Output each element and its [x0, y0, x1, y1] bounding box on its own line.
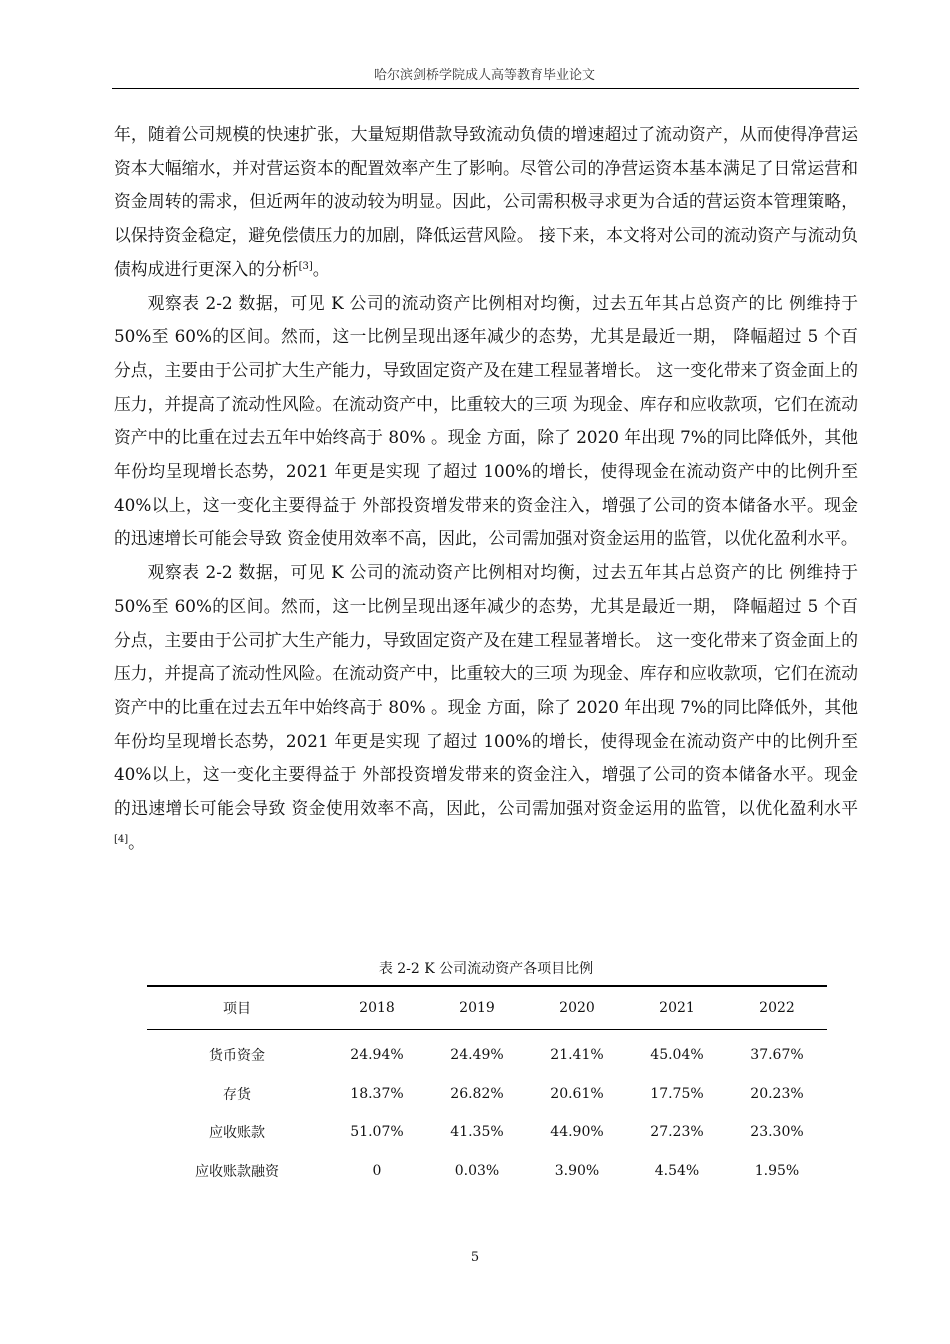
table-cell: 17.75%: [650, 1085, 704, 1102]
header-cell-year: 2019: [459, 1000, 495, 1016]
table-cell: 21.41%: [550, 1047, 604, 1064]
table-cell: 37.67%: [750, 1047, 804, 1064]
paragraph-text: 观察表 2-2 数据，可见 K 公司的流动资产比例相对均衡，过去五年其占总资产的比 例维持于 50%至 60%的区间。然而，这一比例呈现出逐年减少的态势，尤其是最近一期， 降幅超过 5 个百分点，主要由于公司扩大生产能力，导致固定资产及在建工程显著增长。 这一变化带来了资金面上的压力，并提高了流动性风险。在流动资产中，比重较大的三项 为现金、库存和应收款项，它们在流动资产中的比重在过去五年中始终高于 80% 。现金 方面，除了 2020 年出现 7%的同比降低外，其他年份均呈现增长态势，2021 年更是实现 了超过 100%的增长，使得现金在流动资产中的比例升至 40%以上，这一变化主要得益于 外部投资增发带来的资金注入，增强了公司的资本储备水平。现金的迅速增长可能会导致 资金使用效率不高，因此，公司需加强对资金运用的监管，以优化盈利水平。: [114, 292, 858, 549]
table-cell: 0.03%: [454, 1162, 500, 1179]
header-cell-year: 2021: [659, 1000, 695, 1016]
page-header: 哈尔滨剑桥学院成人高等教育毕业论文: [373, 68, 595, 83]
table-cell: 4.54%: [654, 1162, 700, 1179]
table-cell: 3.90%: [554, 1162, 600, 1179]
table-cell: 0: [372, 1162, 382, 1179]
header-divider: [112, 88, 859, 89]
table-cell: 20.61%: [550, 1085, 604, 1102]
table-cell: 41.35%: [450, 1124, 504, 1141]
paragraph-table-analysis: [114, 287, 858, 557]
paragraph-table-analysis-repeat: [114, 556, 858, 859]
table-row: [147, 1030, 827, 1075]
table-row: [147, 1075, 827, 1114]
table-cell: 51.07%: [350, 1124, 404, 1141]
header-cell-year: 2020: [559, 1000, 595, 1016]
paragraph-end: 。: [128, 831, 145, 852]
page-number: 5: [470, 1250, 480, 1265]
table-cell: 18.37%: [350, 1085, 404, 1102]
header-cell-year: 2018: [359, 1000, 395, 1016]
header-cell-item: 项目: [223, 1001, 251, 1017]
table-cell: 44.90%: [550, 1124, 604, 1141]
table-cell: 24.49%: [450, 1047, 504, 1064]
paragraph-end: 。: [312, 258, 330, 279]
row-label: 应收账款: [209, 1125, 265, 1142]
body-text: [114, 118, 858, 859]
table-cell: 45.04%: [650, 1047, 704, 1064]
table-row: [147, 1152, 827, 1191]
paragraph-text: 观察表 2-2 数据，可见 K 公司的流动资产比例相对均衡，过去五年其占总资产的比 例维持于 50%至 60%的区间。然而，这一比例呈现出逐年减少的态势，尤其是最近一期， 降幅超过 5 个百分点，主要由于公司扩大生产能力，导致固定资产及在建工程显著增长。 这一变化带来了资金面上的压力，并提高了流动性风险。在流动资产中，比重较大的三项 为现金、库存和应收款项，它们在流动资产中的比重在过去五年中始终高于 80% 。现金 方面，除了 2020 年出现 7%的同比降低外，其他年份均呈现增长态势，2021 年更是实现 了超过 100%的增长，使得现金在流动资产中的比例升至 40%以上，这一变化主要得益于 外部投资增发带来的资金注入，增强了公司的资本储备水平。现金的迅速增长可能会导致 资金使用效率不高，因此，公司需加强对资金运用的监管，以优化盈利水平: [114, 562, 858, 819]
citation-ref: [3]: [298, 260, 313, 272]
header-cell-year: 2022: [759, 1000, 795, 1016]
table-cell: 23.30%: [750, 1124, 804, 1141]
citation-ref: [4]: [114, 833, 129, 845]
table-cell: 26.82%: [450, 1085, 504, 1102]
paragraph-text: 年，随着公司规模的快速扩张，大量短期借款导致流动负债的增速超过了流动资产，从而使得净营运资本大幅缩水，并对营运资本的配置效率产生了影响。尽管公司的净营运资本基本满足了日常运营和资金周转的需求，但近两年的波动较为明显。因此，公司需积极寻求更为合适的营运资本管理策略，以保持资金稳定，避免偿债压力的加剧，降低运营风险。 接下来，本文将对公司的流动资产与流动负债构成进行更深入的分析: [114, 124, 858, 279]
table-cell: 20.23%: [750, 1085, 804, 1102]
table-caption: 表 2-2 K 公司流动资产各项目比例: [378, 961, 594, 977]
current-assets-ratio-table: [147, 985, 827, 1190]
table-cell: 1.95%: [754, 1162, 800, 1179]
row-label: 货币资金: [209, 1048, 265, 1065]
paragraph-continuation: [114, 118, 858, 287]
table-row: [147, 1113, 827, 1152]
table-cell: 27.23%: [650, 1124, 704, 1141]
row-label: 应收账款融资: [195, 1163, 279, 1180]
table-cell: 24.94%: [350, 1047, 404, 1064]
row-label: 存货: [223, 1086, 251, 1103]
table-header-row: [147, 986, 827, 1030]
